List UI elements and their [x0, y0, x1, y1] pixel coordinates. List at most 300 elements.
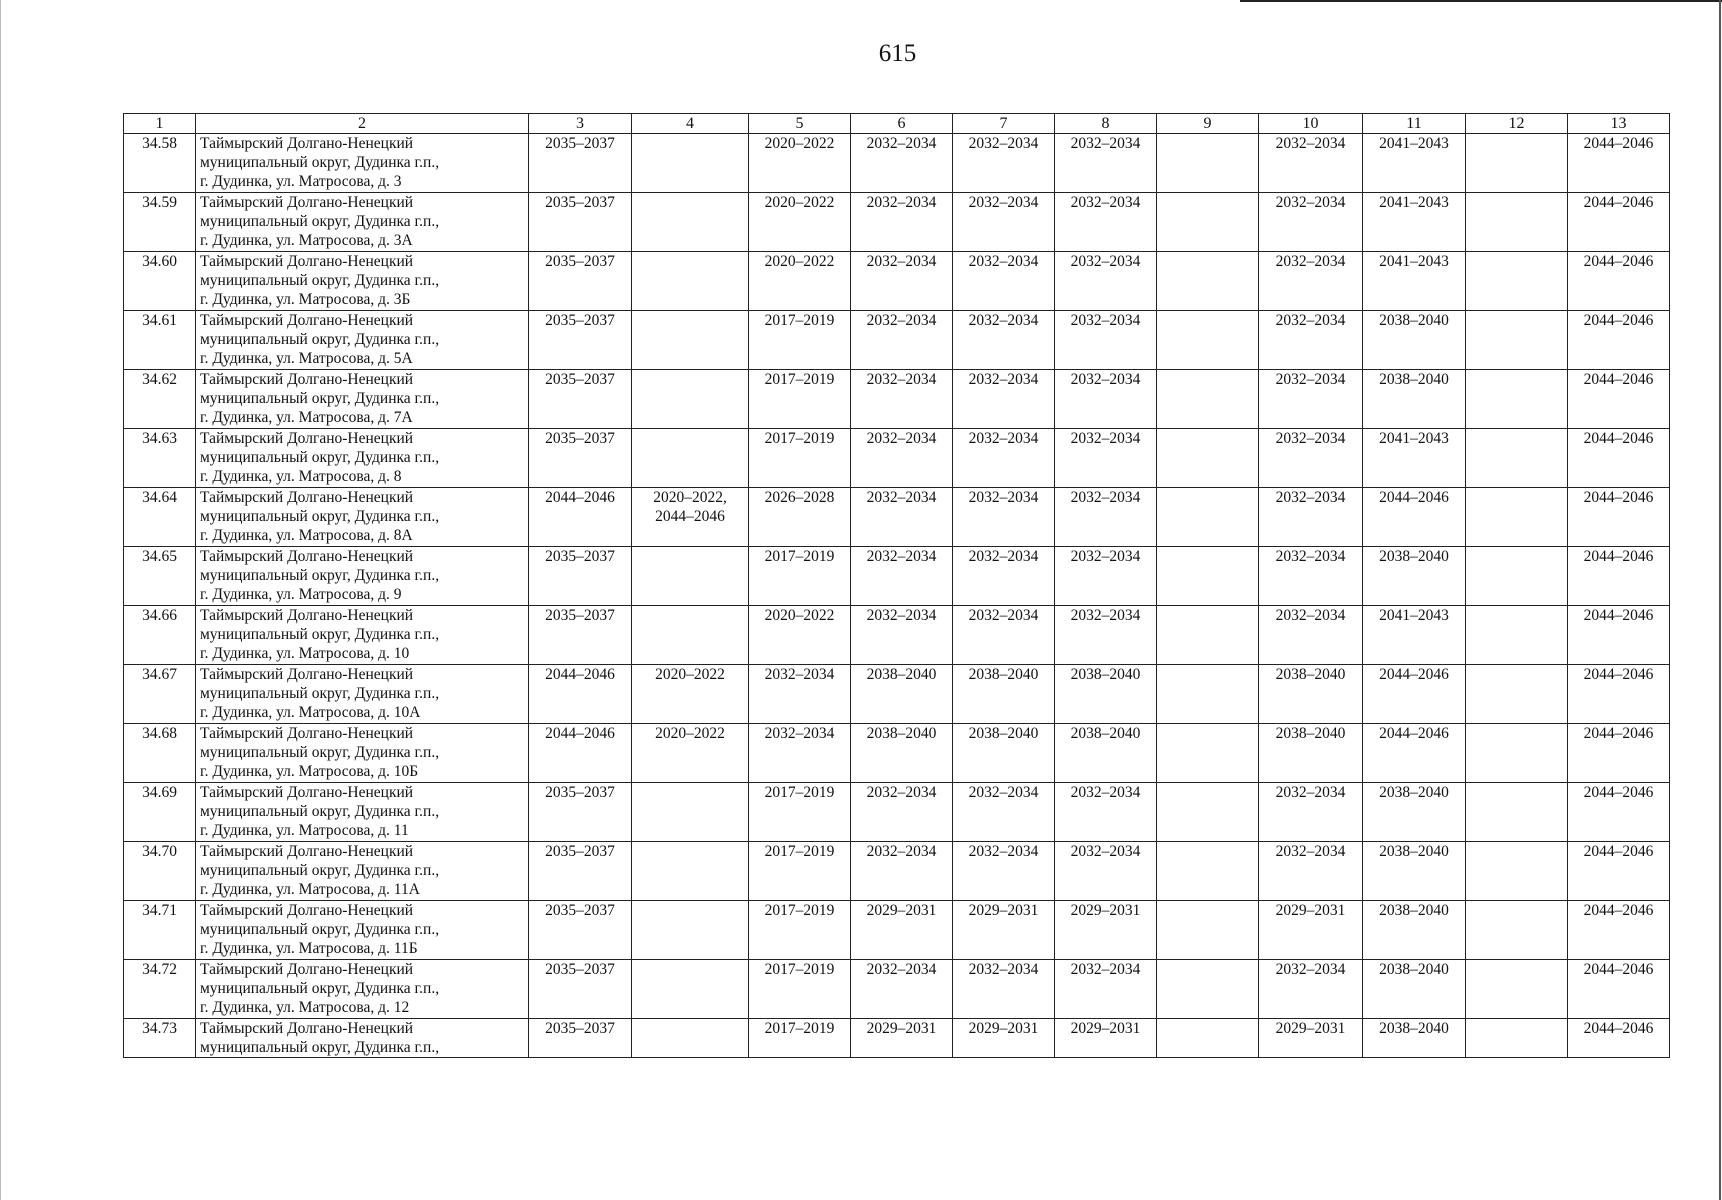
- period-cell-col6: 2029–2031: [851, 1019, 953, 1058]
- table-row: [124, 429, 1670, 488]
- period-cell-col11: 2044–2046: [1363, 724, 1466, 783]
- period-cell-col12: [1466, 1019, 1568, 1058]
- period-cell-col12: [1466, 370, 1568, 429]
- period-cell-col6: 2032–2034: [851, 960, 953, 1019]
- period-cell-col8: 2029–2031: [1055, 1019, 1157, 1058]
- address-text: [200, 783, 526, 840]
- row-number-cell: 34.68: [124, 724, 196, 783]
- period-cell-col5: 2017–2019: [749, 429, 851, 488]
- period-cell-col5: 2020–2022: [749, 193, 851, 252]
- address-line: г. Дудинка, ул. Матросова, д. 10А: [200, 704, 421, 721]
- period-cell-col10: 2032–2034: [1259, 429, 1363, 488]
- table-row: [124, 547, 1670, 606]
- address-line: муниципальный округ, Дудинка г.п.,: [200, 862, 440, 879]
- period-cell-col9: [1157, 488, 1259, 547]
- address-line: г. Дудинка, ул. Матросова, д. 8: [200, 468, 402, 485]
- period-cell-col3: 2044–2046: [529, 724, 632, 783]
- table-row: [124, 665, 1670, 724]
- period-cell-col4: [632, 134, 749, 193]
- period-cell-col13: 2044–2046: [1568, 606, 1670, 665]
- row-number-cell: 34.59: [124, 193, 196, 252]
- period-cell-col4: [632, 606, 749, 665]
- period-cell-col3: 2035–2037: [529, 311, 632, 370]
- period-cell-col8: 2038–2040: [1055, 724, 1157, 783]
- period-cell-col10: 2032–2034: [1259, 783, 1363, 842]
- period-cell-col6: 2032–2034: [851, 370, 953, 429]
- period-cell-col8: 2032–2034: [1055, 842, 1157, 901]
- column-header: 2: [196, 114, 529, 134]
- address-text: [200, 370, 526, 427]
- column-header: 1: [124, 114, 196, 134]
- address-text: [200, 134, 526, 191]
- period-cell-col8: 2038–2040: [1055, 665, 1157, 724]
- period-cell-col6: 2032–2034: [851, 252, 953, 311]
- row-number-cell: 34.61: [124, 311, 196, 370]
- column-header: 8: [1055, 114, 1157, 134]
- period-cell-col9: [1157, 370, 1259, 429]
- period-cell-col13: 2044–2046: [1568, 1019, 1670, 1058]
- period-cell-col6: 2032–2034: [851, 783, 953, 842]
- page-number: 615: [878, 40, 917, 67]
- period-cell-col11: 2038–2040: [1363, 547, 1466, 606]
- column-header: 7: [953, 114, 1055, 134]
- address-line: Таймырский Долгано-Ненецкий: [200, 961, 414, 978]
- address-cell: [196, 429, 529, 488]
- period-cell-col3: 2035–2037: [529, 842, 632, 901]
- address-cell: [196, 960, 529, 1019]
- period-cell-col6: 2032–2034: [851, 311, 953, 370]
- period-cell-col10: 2029–2031: [1259, 1019, 1363, 1058]
- period-cell-col3: 2035–2037: [529, 960, 632, 1019]
- address-line: г. Дудинка, ул. Матросова, д. 3А: [200, 232, 413, 249]
- period-cell-col3: 2044–2046: [529, 488, 632, 547]
- address-cell: [196, 252, 529, 311]
- column-header: 4: [632, 114, 749, 134]
- period-cell-col8: 2032–2034: [1055, 783, 1157, 842]
- period-cell-col6: 2029–2031: [851, 901, 953, 960]
- address-text: [200, 842, 526, 899]
- column-header: 13: [1568, 114, 1670, 134]
- period-cell-col11: 2041–2043: [1363, 134, 1466, 193]
- address-line: Таймырский Долгано-Ненецкий: [200, 843, 414, 860]
- period-cell-col5: 2017–2019: [749, 783, 851, 842]
- period-cell-col4: [632, 783, 749, 842]
- row-number-cell: 34.66: [124, 606, 196, 665]
- period-cell-col11: 2038–2040: [1363, 370, 1466, 429]
- period-cell-col5: 2026–2028: [749, 488, 851, 547]
- table-row: [124, 311, 1670, 370]
- period-cell-col11: 2041–2043: [1363, 252, 1466, 311]
- period-cell-col10: 2032–2034: [1259, 960, 1363, 1019]
- period-cell-col10: 2032–2034: [1259, 193, 1363, 252]
- period-cell-col13: 2044–2046: [1568, 370, 1670, 429]
- period-cell-col9: [1157, 134, 1259, 193]
- period-cell-col9: [1157, 1019, 1259, 1058]
- table-row: [124, 724, 1670, 783]
- period-cell-col3: 2035–2037: [529, 547, 632, 606]
- address-line: г. Дудинка, ул. Матросова, д. 8А: [200, 527, 413, 544]
- address-text: [200, 724, 526, 781]
- period-cell-col10: 2029–2031: [1259, 901, 1363, 960]
- period-cell-col12: [1466, 311, 1568, 370]
- period-cell-col10: 2032–2034: [1259, 606, 1363, 665]
- period-cell-col7: 2032–2034: [953, 193, 1055, 252]
- address-text: [200, 429, 526, 486]
- period-cell-col5: 2017–2019: [749, 370, 851, 429]
- period-line: 2020–2022: [655, 725, 725, 742]
- address-cell: [196, 783, 529, 842]
- period-cell-col12: [1466, 783, 1568, 842]
- period-cell-col13: 2044–2046: [1568, 724, 1670, 783]
- period-cell-col5: 2032–2034: [749, 665, 851, 724]
- period-line: 2044–2046: [655, 508, 725, 525]
- period-cell-col9: [1157, 783, 1259, 842]
- address-line: Таймырский Долгано-Ненецкий: [200, 312, 414, 329]
- period-cell-col5: 2017–2019: [749, 901, 851, 960]
- period-cell-col9: [1157, 901, 1259, 960]
- period-cell-col4: [632, 193, 749, 252]
- period-cell-col12: [1466, 724, 1568, 783]
- address-cell: [196, 1019, 529, 1058]
- period-cell-col8: 2032–2034: [1055, 429, 1157, 488]
- address-line: Таймырский Долгано-Ненецкий: [200, 548, 414, 565]
- period-cell-col7: 2032–2034: [953, 311, 1055, 370]
- period-cell-col9: [1157, 311, 1259, 370]
- period-cell-col12: [1466, 547, 1568, 606]
- address-text: [200, 606, 526, 663]
- address-line: муниципальный округ, Дудинка г.п.,: [200, 567, 440, 584]
- address-cell: [196, 134, 529, 193]
- row-number-cell: 34.72: [124, 960, 196, 1019]
- period-cell-col4: [632, 842, 749, 901]
- row-number-cell: 34.67: [124, 665, 196, 724]
- period-cell-col10: 2032–2034: [1259, 311, 1363, 370]
- period-cell-col13: 2044–2046: [1568, 842, 1670, 901]
- row-number-cell: 34.58: [124, 134, 196, 193]
- period-cell-col10: 2032–2034: [1259, 252, 1363, 311]
- period-cell-col7: 2032–2034: [953, 134, 1055, 193]
- period-cell-col11: 2044–2046: [1363, 665, 1466, 724]
- address-line: муниципальный округ, Дудинка г.п.,: [200, 508, 440, 525]
- address-cell: [196, 842, 529, 901]
- period-cell-col11: 2044–2046: [1363, 488, 1466, 547]
- period-cell-col10: 2032–2034: [1259, 134, 1363, 193]
- address-cell: [196, 547, 529, 606]
- period-cell-col6: 2032–2034: [851, 547, 953, 606]
- address-line: Таймырский Долгано-Ненецкий: [200, 135, 414, 152]
- period-cell-col12: [1466, 901, 1568, 960]
- address-cell: [196, 724, 529, 783]
- row-number-cell: 34.73: [124, 1019, 196, 1058]
- period-cell-col6: 2032–2034: [851, 193, 953, 252]
- period-cell-col5: 2017–2019: [749, 960, 851, 1019]
- period-cell-col7: 2032–2034: [953, 547, 1055, 606]
- period-cell-col9: [1157, 193, 1259, 252]
- table-row: [124, 901, 1670, 960]
- address-line: муниципальный округ, Дудинка г.п.,: [200, 331, 440, 348]
- period-cell-col13: 2044–2046: [1568, 547, 1670, 606]
- address-line: г. Дудинка, ул. Матросова, д. 3: [200, 173, 402, 190]
- address-line: Таймырский Долгано-Ненецкий: [200, 194, 414, 211]
- period-cell-col8: 2032–2034: [1055, 370, 1157, 429]
- column-header: 3: [529, 114, 632, 134]
- period-cell-col12: [1466, 134, 1568, 193]
- period-cell-col7: 2038–2040: [953, 665, 1055, 724]
- table-row: [124, 783, 1670, 842]
- address-cell: [196, 488, 529, 547]
- period-cell-col7: 2032–2034: [953, 606, 1055, 665]
- period-cell-col5: 2032–2034: [749, 724, 851, 783]
- period-cell-col11: 2038–2040: [1363, 960, 1466, 1019]
- period-cell-col13: 2044–2046: [1568, 429, 1670, 488]
- period-cell-col7: 2038–2040: [953, 724, 1055, 783]
- period-cell-col9: [1157, 252, 1259, 311]
- period-cell-col11: 2038–2040: [1363, 901, 1466, 960]
- address-line: г. Дудинка, ул. Матросова, д. 12: [200, 999, 410, 1016]
- period-cell-col10: 2038–2040: [1259, 724, 1363, 783]
- column-header: 12: [1466, 114, 1568, 134]
- period-cell-col10: 2032–2034: [1259, 370, 1363, 429]
- address-line: г. Дудинка, ул. Матросова, д. 10Б: [200, 763, 419, 780]
- scan-edge-top: [1240, 0, 1722, 2]
- period-cell-col8: 2032–2034: [1055, 311, 1157, 370]
- address-text: [200, 1019, 526, 1057]
- period-cell-col9: [1157, 606, 1259, 665]
- row-number-cell: 34.70: [124, 842, 196, 901]
- address-text: [200, 311, 526, 368]
- period-cell-col7: 2032–2034: [953, 488, 1055, 547]
- period-cell-col13: 2044–2046: [1568, 901, 1670, 960]
- period-cell-col8: 2032–2034: [1055, 193, 1157, 252]
- address-line: муниципальный округ, Дудинка г.п.,: [200, 744, 440, 761]
- address-line: Таймырский Долгано-Ненецкий: [200, 607, 414, 624]
- column-header: 10: [1259, 114, 1363, 134]
- period-cell-col5: 2020–2022: [749, 134, 851, 193]
- period-cell-col9: [1157, 842, 1259, 901]
- period-cell-col3: 2035–2037: [529, 193, 632, 252]
- address-line: г. Дудинка, ул. Матросова, д. 11: [200, 822, 409, 839]
- period-cell-col4: [632, 665, 749, 724]
- period-cell-col4: [632, 370, 749, 429]
- row-number-cell: 34.64: [124, 488, 196, 547]
- period-cell-col3: 2044–2046: [529, 665, 632, 724]
- period-cell-col13: 2044–2046: [1568, 960, 1670, 1019]
- period-cell-col10: 2032–2034: [1259, 547, 1363, 606]
- column-header: 6: [851, 114, 953, 134]
- period-line: 2020–2022,: [653, 489, 727, 506]
- period-cell-col3: 2035–2037: [529, 606, 632, 665]
- period-cell-col4: [632, 724, 749, 783]
- period-cell-col13: 2044–2046: [1568, 134, 1670, 193]
- period-cell-col13: 2044–2046: [1568, 783, 1670, 842]
- period-cell-col3: 2035–2037: [529, 370, 632, 429]
- address-text: [200, 252, 526, 309]
- address-line: Таймырский Долгано-Ненецкий: [200, 1020, 414, 1037]
- address-line: Таймырский Долгано-Ненецкий: [200, 253, 414, 270]
- period-cell-col4: [632, 901, 749, 960]
- period-cell-col5: 2020–2022: [749, 252, 851, 311]
- period-cell-col4: [632, 960, 749, 1019]
- period-cell-col13: 2044–2046: [1568, 252, 1670, 311]
- period-cell-col3: 2035–2037: [529, 252, 632, 311]
- address-line: муниципальный округ, Дудинка г.п.,: [200, 272, 440, 289]
- period-cell-col7: 2032–2034: [953, 960, 1055, 1019]
- period-cell-col9: [1157, 960, 1259, 1019]
- address-line: Таймырский Долгано-Ненецкий: [200, 371, 414, 388]
- address-line: муниципальный округ, Дудинка г.п.,: [200, 1039, 440, 1056]
- table-row: [124, 960, 1670, 1019]
- period-cell-col12: [1466, 665, 1568, 724]
- period-cell-col6: 2032–2034: [851, 606, 953, 665]
- column-number-row: [124, 114, 1670, 134]
- period-cell-col7: 2032–2034: [953, 429, 1055, 488]
- period-cell-col6: 2038–2040: [851, 665, 953, 724]
- period-cell-col11: 2041–2043: [1363, 606, 1466, 665]
- period-cell-col6: 2032–2034: [851, 429, 953, 488]
- period-cell-col6: 2032–2034: [851, 488, 953, 547]
- scan-edge-left: [0, 0, 1, 1200]
- period-cell-col12: [1466, 960, 1568, 1019]
- period-cell-col3: 2035–2037: [529, 429, 632, 488]
- address-text: [200, 488, 526, 545]
- address-line: Таймырский Долгано-Ненецкий: [200, 902, 414, 919]
- period-cell-col12: [1466, 488, 1568, 547]
- address-line: г. Дудинка, ул. Матросова, д. 9: [200, 586, 402, 603]
- period-cell-col9: [1157, 665, 1259, 724]
- period-cell-col11: 2038–2040: [1363, 1019, 1466, 1058]
- period-cell-col7: 2032–2034: [953, 370, 1055, 429]
- period-cell-col11: 2038–2040: [1363, 842, 1466, 901]
- period-cell-col12: [1466, 842, 1568, 901]
- row-number-cell: 34.60: [124, 252, 196, 311]
- address-line: муниципальный округ, Дудинка г.п.,: [200, 685, 440, 702]
- period-cell-col3: 2035–2037: [529, 134, 632, 193]
- period-cell-col9: [1157, 724, 1259, 783]
- row-number-cell: 34.62: [124, 370, 196, 429]
- address-cell: [196, 193, 529, 252]
- address-line: муниципальный округ, Дудинка г.п.,: [200, 154, 440, 171]
- address-text: [200, 193, 526, 250]
- period-cell-col3: 2035–2037: [529, 1019, 632, 1058]
- period-cell-col5: 2017–2019: [749, 842, 851, 901]
- table-row: [124, 842, 1670, 901]
- period-cell-col11: 2041–2043: [1363, 429, 1466, 488]
- address-line: г. Дудинка, ул. Матросова, д. 5А: [200, 350, 413, 367]
- address-line: Таймырский Долгано-Ненецкий: [200, 430, 414, 447]
- schedule-table: [123, 113, 1670, 1058]
- table-row: [124, 488, 1670, 547]
- address-cell: [196, 665, 529, 724]
- row-number-cell: 34.65: [124, 547, 196, 606]
- address-text: [200, 960, 526, 1017]
- period-cell-col4: [632, 1019, 749, 1058]
- address-line: Таймырский Долгано-Ненецкий: [200, 784, 414, 801]
- period-cell-col8: 2032–2034: [1055, 606, 1157, 665]
- period-cell-col4: [632, 311, 749, 370]
- period-cell-col3: 2035–2037: [529, 783, 632, 842]
- period-cell-col13: 2044–2046: [1568, 193, 1670, 252]
- period-cell-col4: [632, 252, 749, 311]
- period-cell-col6: 2038–2040: [851, 724, 953, 783]
- address-cell: [196, 901, 529, 960]
- table-row: [124, 134, 1670, 193]
- period-cell-col7: 2029–2031: [953, 901, 1055, 960]
- period-cell-col11: 2038–2040: [1363, 311, 1466, 370]
- address-line: муниципальный округ, Дудинка г.п.,: [200, 626, 440, 643]
- period-cell-col10: 2038–2040: [1259, 665, 1363, 724]
- period-cell-col10: 2032–2034: [1259, 488, 1363, 547]
- period-cell-col8: 2032–2034: [1055, 547, 1157, 606]
- row-number-cell: 34.63: [124, 429, 196, 488]
- address-line: г. Дудинка, ул. Матросова, д. 11Б: [200, 940, 418, 957]
- period-line: 2020–2022: [655, 666, 725, 683]
- table-row: [124, 370, 1670, 429]
- period-cell-col8: 2032–2034: [1055, 960, 1157, 1019]
- period-cell-col5: 2017–2019: [749, 311, 851, 370]
- period-cell-col4: [632, 488, 749, 547]
- period-cell-col9: [1157, 547, 1259, 606]
- table-body: [124, 134, 1670, 1058]
- address-line: муниципальный округ, Дудинка г.п.,: [200, 213, 440, 230]
- period-cell-col8: 2032–2034: [1055, 252, 1157, 311]
- column-header: 5: [749, 114, 851, 134]
- address-line: Таймырский Долгано-Ненецкий: [200, 489, 414, 506]
- period-cell-col10: 2032–2034: [1259, 842, 1363, 901]
- period-cell-col8: 2032–2034: [1055, 488, 1157, 547]
- address-cell: [196, 370, 529, 429]
- address-line: Таймырский Долгано-Ненецкий: [200, 666, 414, 683]
- period-cell-col9: [1157, 429, 1259, 488]
- period-cell-col13: 2044–2046: [1568, 665, 1670, 724]
- address-text: [200, 665, 526, 722]
- period-cell-col5: 2020–2022: [749, 606, 851, 665]
- period-cell-col12: [1466, 193, 1568, 252]
- period-cell-col11: 2038–2040: [1363, 783, 1466, 842]
- period-cell-col8: 2029–2031: [1055, 901, 1157, 960]
- address-line: г. Дудинка, ул. Матросова, д. 11А: [200, 881, 420, 898]
- period-cell-col13: 2044–2046: [1568, 488, 1670, 547]
- period-cell-col12: [1466, 429, 1568, 488]
- period-cell-col12: [1466, 252, 1568, 311]
- table-row: [124, 606, 1670, 665]
- address-line: муниципальный округ, Дудинка г.п.,: [200, 449, 440, 466]
- period-cell-col4: [632, 547, 749, 606]
- scan-edge-right: [1719, 0, 1721, 1200]
- column-header: 9: [1157, 114, 1259, 134]
- address-text: [200, 901, 526, 958]
- column-header: 11: [1363, 114, 1466, 134]
- row-number-cell: 34.71: [124, 901, 196, 960]
- row-number-cell: 34.69: [124, 783, 196, 842]
- address-line: муниципальный округ, Дудинка г.п.,: [200, 980, 440, 997]
- period-cell-col7: 2032–2034: [953, 842, 1055, 901]
- period-cell-col6: 2032–2034: [851, 842, 953, 901]
- table-row: [124, 1019, 1670, 1058]
- address-line: Таймырский Долгано-Ненецкий: [200, 725, 414, 742]
- period-cell-col7: 2029–2031: [953, 1019, 1055, 1058]
- period-cell-col7: 2032–2034: [953, 783, 1055, 842]
- period-cell-col5: 2017–2019: [749, 547, 851, 606]
- period-cell-col12: [1466, 606, 1568, 665]
- address-line: муниципальный округ, Дудинка г.п.,: [200, 803, 440, 820]
- address-line: г. Дудинка, ул. Матросова, д. 3Б: [200, 291, 411, 308]
- period-cell-col11: 2041–2043: [1363, 193, 1466, 252]
- address-cell: [196, 311, 529, 370]
- period-cell-col8: 2032–2034: [1055, 134, 1157, 193]
- address-line: муниципальный округ, Дудинка г.п.,: [200, 390, 440, 407]
- table-row: [124, 252, 1670, 311]
- address-line: г. Дудинка, ул. Матросова, д. 10: [200, 645, 410, 662]
